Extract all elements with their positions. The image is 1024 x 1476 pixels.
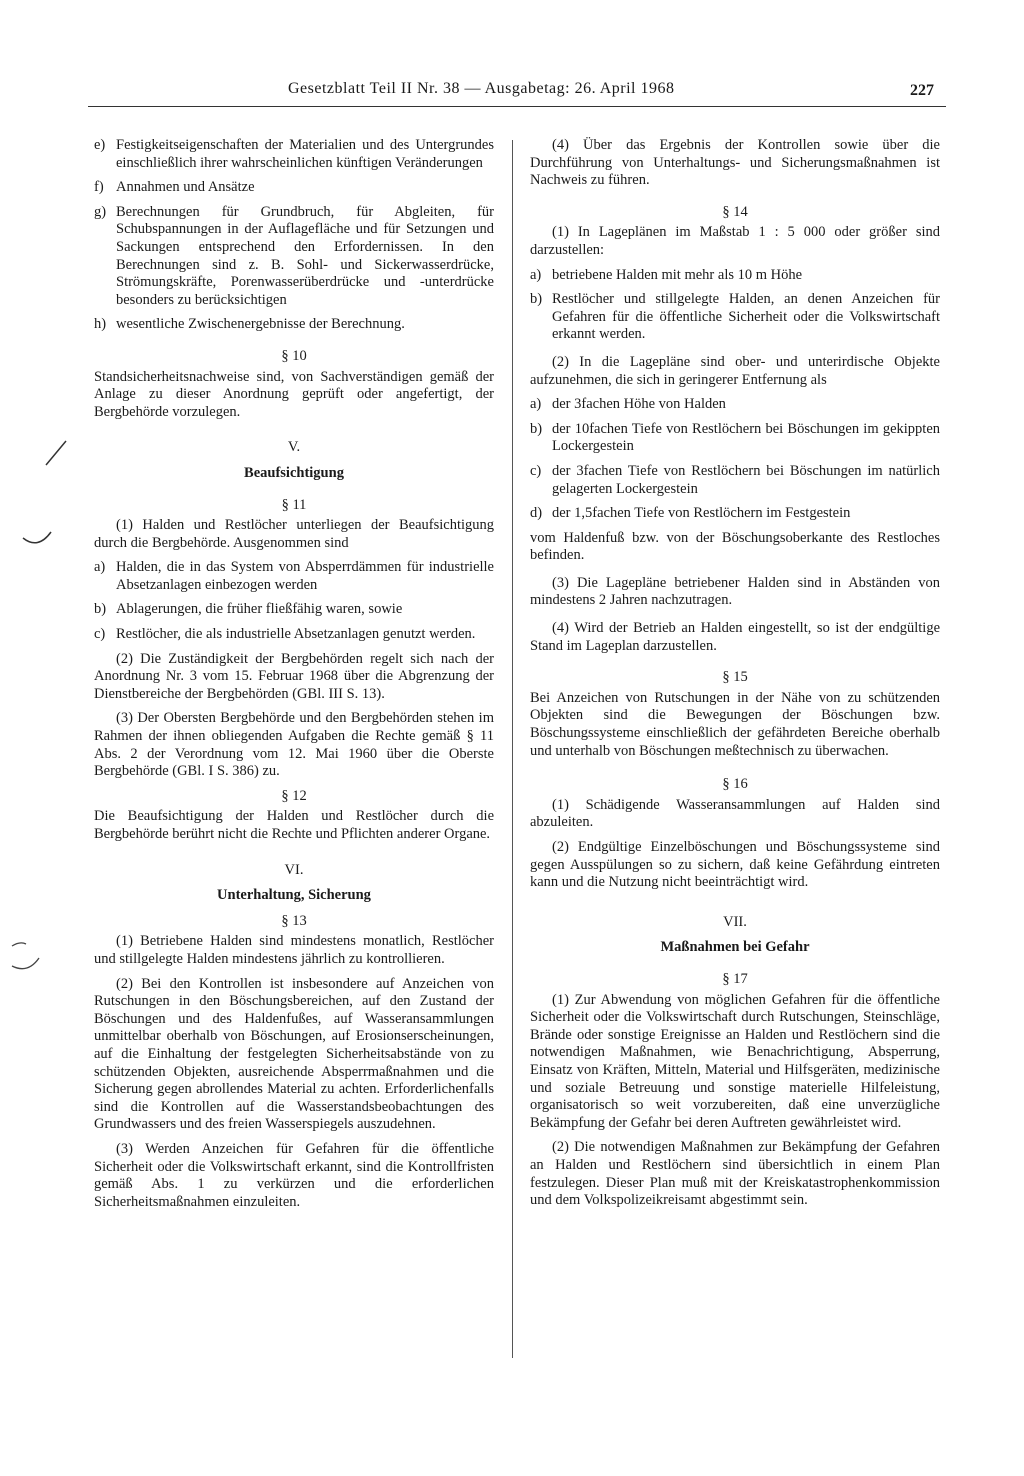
section-number: § 11	[281, 496, 307, 513]
section-number: § 14	[722, 203, 748, 220]
page-header-title: Gesetzblatt Teil II Nr. 38 — Ausgabetag: 26. April 1968	[288, 80, 675, 97]
section-number: § 12	[281, 787, 307, 804]
chapter-number: VI.	[284, 861, 304, 878]
item-text: der 1,5fachen Tiefe von Restlöchern im Festgestein	[552, 505, 851, 522]
list-item	[530, 463, 940, 498]
item-text: betriebene Halden mit mehr als 10 m Höhe	[552, 266, 803, 283]
section-number: § 17	[722, 970, 748, 987]
paragraph: (4) Über das Ergebnis der Kontrollen sowie über die Durchführung von Unterhaltungs- und Sicherungsmaßnahmen ist Nachweis zu führen.	[530, 137, 940, 189]
right-column	[530, 137, 940, 1217]
item-text: wesentliche Zwischenergebnisse der Berechnung.	[116, 316, 405, 333]
item-label: f)	[94, 179, 104, 196]
chapter-heading: Maßnahmen bei Gefahr	[660, 939, 810, 956]
section-number: § 15	[722, 669, 748, 686]
item-label: c)	[94, 626, 106, 643]
list-item	[94, 204, 494, 310]
list-item	[530, 396, 940, 414]
item-label: a)	[94, 559, 106, 576]
list-item	[94, 601, 494, 619]
list-item	[94, 137, 494, 172]
paragraph: (4) Wird der Betrieb an Halden eingestellt, so ist der endgültige Stand im Lageplan darzustellen.	[530, 620, 940, 654]
item-text: der 3fachen Tiefe von Restlöchern bei Böschungen im natürlich gelagerten Lockergestein	[552, 462, 940, 497]
paragraph: (2) Bei den Kontrollen ist insbesondere auf Anzeichen von Rutschungen in den Böschungsbereichen, auf den Zustand der Böschungen und des Haldenfußes, auf Wasseransammlungen unmittelbar oberhalb von Böschungen, auf Erosionserscheinungen, auf die Einhaltung der festgelegten Sicherheitsabstände von zu schützenden Objekten, ausreichende Absperrmaßnahmen und die Sicherung gegen abrollendes Material zu achten. Erforderlichenfalls sind die Kontrollen auf die Wasserstandsbeobachtungen des Grundwassers und des freien Wasserspiegels auszudehnen.	[94, 975, 494, 1133]
paragraph: (1) Halden und Restlöcher unterliegen der Beaufsichtigung durch die Bergbehörde. Ausgenommen sind	[94, 517, 494, 551]
list-item	[94, 179, 494, 197]
item-text: Berechnungen für Grundbruch, für Abgleiten, für Schubspannungen in der Auflagefläche und für Setzungen und Sackungen entsprechend den Erfordernissen. In den Berechnungen sind z. B. Sohl- und Sickerwasserdrücke, Strömungskräfte, Porenwasserüberdrücke und -unterdrücke besonders zu berücksichtigen	[116, 203, 494, 308]
paragraph: (2) In die Lagepläne sind ober- und unterirdische Objekte aufzunehmen, die sich in geringerer Entfernung als	[530, 353, 940, 388]
page-number: 227	[910, 82, 934, 99]
paragraph: vom Haldenfuß bzw. von der Böschungsoberkante des Restloches befinden.	[530, 529, 940, 564]
item-text: der 3fachen Höhe von Halden	[552, 396, 726, 413]
paragraph: (1) In Lageplänen im Maßstab 1 : 5 000 oder größer sind darzustellen:	[530, 224, 940, 258]
item-label: g)	[94, 203, 107, 220]
paragraph: Die Beaufsichtigung der Halden und Restlöcher durch die Bergbehörde berührt nicht die Rechte und Pflichten anderer Organe.	[94, 808, 494, 842]
list-item	[94, 559, 494, 594]
section-number: § 10	[281, 347, 307, 364]
list-item	[94, 626, 494, 644]
paragraph: (3) Die Lagepläne betriebener Halden sind in Abständen von mindestens 2 Jahren nachzutragen.	[530, 574, 940, 609]
chapter-number: VII.	[723, 913, 747, 930]
margin-pencil-mark	[8, 940, 42, 976]
item-text: Halden, die in das System von Absperrdämmen für industrielle Absetzanlagen einbezogen werden	[116, 559, 494, 593]
paragraph: (2) Die notwendigen Maßnahmen zur Bekämpfung der Gefahren an Halden und Restlöchern sind übersichtlich in einem Plan festzulegen. Dieser Plan muß mit der Kreiskatastrophenkommission und dem Volkspolizeikreisamt abgestimmt sein.	[530, 1139, 940, 1209]
chapter-number: V.	[287, 439, 301, 456]
item-label: a)	[530, 396, 542, 413]
header-rule	[88, 106, 946, 107]
item-label: b)	[530, 420, 543, 437]
item-text: Restlöcher, die als industrielle Absetzanlagen genutzt werden.	[116, 626, 476, 643]
item-text: Restlöcher und stillgelegte Halden, an denen Anzeichen für Gefahren für die öffentliche Sicherheit oder die Volkswirtschaft erkannt werden.	[552, 291, 940, 343]
item-label: b)	[94, 601, 107, 618]
item-text: Festigkeitseigenschaften der Materialien und des Untergrundes einschließlich ihrer wahrscheinlichen künftigen Veränderungen	[116, 137, 494, 171]
list-item	[94, 316, 494, 334]
paragraph: Standsicherheitsnachweise sind, von Sachverständigen gemäß der Anlage zu dieser Anordnung geprüft oder angefertigt, der Bergbehörde vorzulegen.	[94, 368, 494, 420]
left-column	[94, 137, 494, 1218]
column-divider	[512, 140, 513, 1358]
paragraph: (3) Der Obersten Bergbehörde und den Bergbehörden stehen im Rahmen der ihnen obliegenden Aufgaben die Rechte gemäß § 11 Abs. 2 der Verordnung vom 12. Mai 1960 über die Oberste Bergbehörde (GBl. I S. 386) zu.	[94, 710, 494, 780]
margin-pencil-mark	[20, 528, 54, 550]
paragraph: (1) Schädigende Wasseransammlungen auf Halden sind abzuleiten.	[530, 796, 940, 831]
list-item	[530, 421, 940, 456]
item-label: a)	[530, 266, 542, 283]
section-number: § 16	[722, 776, 748, 793]
paragraph: Bei Anzeichen von Rutschungen in der Nähe von zu schützenden Objekten sind die Bewegungen der Böschungen bzw. Böschungssysteme einschließlich der gefährdeten Bereiche oberhalb und unterhalb von Böschungen meßtechnisch zu überwachen.	[530, 689, 940, 759]
item-label: c)	[530, 462, 542, 479]
paragraph: (2) Endgültige Einzelböschungen und Böschungssysteme sind gegen Ausspülungen so zu sichern, daß keine Gefährdung eintreten kann und die Nutzung nicht beeinträchtigt wird.	[530, 839, 940, 891]
item-label: d)	[530, 505, 543, 522]
item-label: e)	[94, 137, 106, 153]
item-text: Ablagerungen, die früher fließfähig waren, sowie	[116, 601, 403, 618]
item-text: Annahmen und Ansätze	[116, 179, 255, 196]
chapter-heading: Beaufsichtigung	[244, 464, 344, 481]
margin-pencil-mark	[40, 438, 70, 468]
paragraph: (1) Zur Abwendung von möglichen Gefahren für die öffentliche Sicherheit oder die Volkswirtschaft durch Rutschungen, Steinschläge, Brände oder sonstige Ereignisse an Halden und Restlöchern sind die notwendigen Maßnahmen, wie Benachrichtigung, Absperrung, Einsatz von Kräften, Mitteln, Material und Hilfsgeräten, medizinische und soziale Betreuung und sonstige materielle Hilfeleistung, organisatorisch so weit vorzubereiten, daß eine unverzügliche Bekämpfung der Gefahr bei deren Auftreten gewährleistet wird.	[530, 991, 940, 1131]
paragraph: (1) Betriebene Halden sind mindestens monatlich, Restlöcher und stillgelegte Halden mindestens jährlich zu kontrollieren.	[94, 933, 494, 967]
paragraph: (2) Die Zuständigkeit der Bergbehörden regelt sich nach der Anordnung Nr. 3 vom 15. Februar 1968 über die Abgrenzung der Dienstbereiche der Bergbehörden (GBl. III S. 13).	[94, 650, 494, 702]
section-number: § 13	[281, 912, 307, 929]
list-item	[530, 291, 940, 344]
chapter-heading: Unterhaltung, Sicherung	[217, 887, 371, 904]
paragraph: (3) Werden Anzeichen für Gefahren für die öffentliche Sicherheit oder die Volkswirtschaft erkannt, sind die Kontrollfristen gemäß Abs. 1 zu verkürzen und die erforderlichen Sicherheitsmaßnahmen einzuleiten.	[94, 1140, 494, 1210]
item-text: der 10fachen Tiefe von Restlöchern bei Böschungen im gekippten Lockergestein	[552, 420, 940, 455]
list-item	[530, 267, 940, 285]
list-item	[530, 505, 940, 523]
item-label: b)	[530, 291, 543, 308]
item-label: h)	[94, 316, 107, 333]
